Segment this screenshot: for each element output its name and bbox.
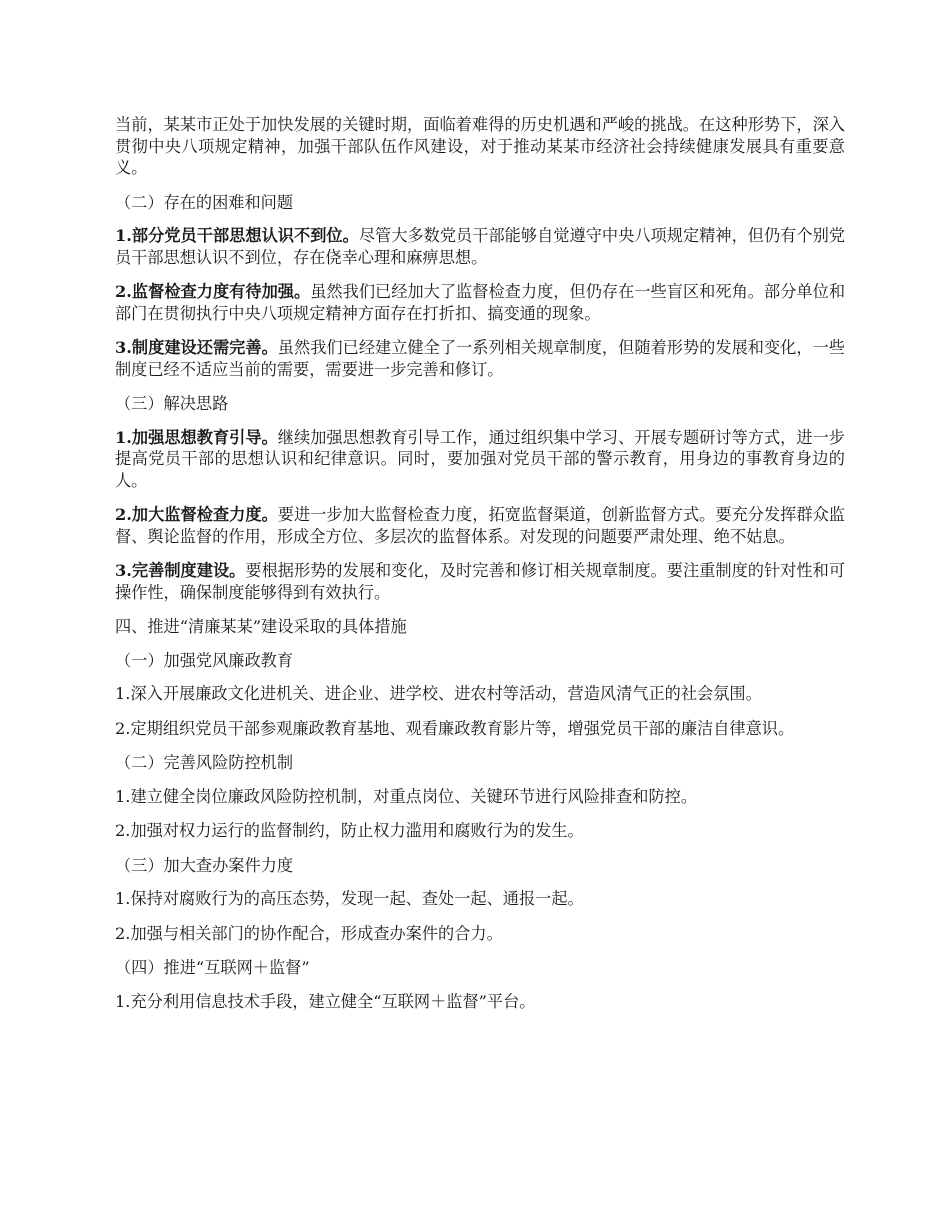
- section-2-heading: （二）存在的困难和问题: [115, 192, 294, 212]
- problem-item: [115, 281, 845, 324]
- solution-item-lead: 1.加强思想教育引导。: [115, 427, 278, 447]
- intro-paragraph: 当前，某某市正处于加快发展的关键时期，面临着难得的历史机遇和严峻的挑战。在这种形势下，深入贯彻中央八项规定精神，加强干部队伍作风建设，对于推动某某市经济社会持续健康发展具有重要意义。: [115, 115, 845, 177]
- measure-heading: （三）加大查办案件力度: [115, 855, 294, 875]
- solution-item: [115, 504, 845, 547]
- measure-item: 2.加强对权力运行的监督制约，防止权力滥用和腐败行为的发生。: [115, 821, 584, 840]
- document-page: [115, 114, 845, 1025]
- solution-item-body: 要进一步加大监督检查力度，拓宽监督渠道，创新监督方式。要充分发挥群众监督、舆论监督的作用，形成全方位、多层次的监督体系。对发现的问题要严肃处理、绝不姑息。: [115, 505, 845, 546]
- part-4-heading: 四、推进“清廉某某”建设采取的具体措施: [115, 617, 407, 636]
- measure-heading: （四）推进“互联网＋监督”: [115, 958, 310, 977]
- problem-item: [115, 225, 845, 268]
- solution-item-body: 要根据形势的发展和变化，及时完善和修订相关规章制度。要注重制度的针对性和可操作性，确保制度能够得到有效执行。: [115, 561, 846, 602]
- measure-heading: （二）完善风险防控机制: [115, 753, 294, 772]
- problem-item: [115, 337, 845, 380]
- measure-item: 1.保持对腐败行为的高压态势，发现一起、查处一起、通报一起。: [115, 889, 584, 908]
- solution-item: [115, 427, 845, 492]
- problem-item-lead: 1.部分党员干部思想认识不到位。: [115, 226, 359, 245]
- measure-item: 2.定期组织党员干部参观廉政教育基地、观看廉政教育影片等，增强党员干部的廉洁自律意识。: [115, 718, 795, 738]
- measure-item: 1.深入开展廉政文化进机关、进企业、进学校、进农村等活动，营造风清气正的社会氛围。: [115, 684, 762, 703]
- measure-item: 2.加强与相关部门的协作配合，形成查办案件的合力。: [115, 923, 503, 943]
- problem-item-body: 虽然我们已经加大了监督检查力度，但仍存在一些盲区和死角。部分单位和部门在贯彻执行中央八项规定精神方面存在打折扣、搞变通的现象。: [115, 282, 846, 323]
- problem-item-body: 尽管大多数党员干部能够自觉遵守中央八项规定精神，但仍有个别党员干部思想认识不到位，存在侥幸心理和麻痹思想。: [115, 226, 845, 267]
- measure-item: 1.建立健全岗位廉政风险防控机制，对重点岗位、关键环节进行风险排查和防控。: [115, 786, 698, 806]
- solution-item: [115, 560, 845, 603]
- measure-item: 1.充分利用信息技术手段，建立健全“互联网＋监督”平台。: [115, 991, 536, 1011]
- problem-item-lead: 3.制度建设还需完善。: [115, 338, 278, 357]
- measure-heading: （一）加强党风廉政教育: [115, 650, 294, 670]
- solution-item-lead: 3.完善制度建设。: [115, 561, 246, 580]
- problem-item-body: 虽然我们已经建立健全了一系列相关规章制度，但随着形势的发展和变化，一些制度已经不适应当前的需要，需要进一步完善和修订。: [115, 338, 845, 379]
- solution-item-body: 继续加强思想教育引导工作，通过组织集中学习、开展专题研讨等方式，进一步提高党员干部的思想认识和纪律意识。同时，要加强对党员干部的警示教育，用身边的事教育身边的人。: [115, 427, 845, 490]
- problem-item-lead: 2.监督检查力度有待加强。: [115, 282, 311, 301]
- section-3-heading: （三）解决思路: [115, 394, 229, 413]
- solution-item-lead: 2.加大监督检查力度。: [115, 505, 278, 524]
